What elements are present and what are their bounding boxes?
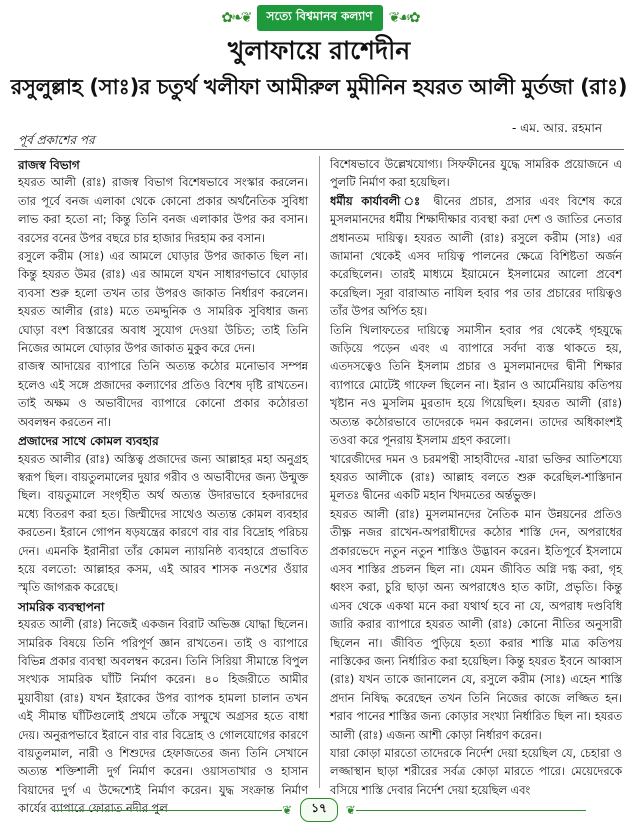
article-title: খুলাফায়ে রাশেদীন — [227, 36, 411, 65]
paragraph: রসুলে করীম (সাঃ) এর আমলে ঘোড়ার উপর জাকাত ছিল না। কিন্তু হযরত উমর (রাঃ) এর আমলে যখন সাধারণভাবে ঘোড়ার ব্যবসা শুরু হলো তখন তার উপরও জাকাত নির্ধারণ করলেন। হযরত আলীর (রাঃ) মতে তমদ্দুনিক ও সামরিক সুবিধার জন্য ঘোড়া বংশ বিস্তারের অবাধ সুযোগ দেওয়া উচিত; তাই তিনি নিজের আমলে ঘোড়ার উপর জাকাত মুকুব করে দেন। — [18, 250, 308, 356]
paragraph: হযরত আলীর (রাঃ) অস্তিত্ব প্রজাদের জন্য আল্লাহর মহা অনুগ্রহ স্বরূপ ছিল। বায়তুলমালের দুয়ার গরীব ও অভাবীদের জন্য উন্মুক্ত ছিল। বায়তুমালে সংগৃহীত অর্থ অত্যন্ত উদারভাবে হকদারদের মধ্যে বিতরণ করা হত। জিম্মীদের সাথেও অত্যন্ত কোমল ব্যবহার করতেন। ইরানে গোপন ষড়যন্ত্রের কারণে বার বার বিদ্রোহ পরিচয় দেন। এমনকি ইরানীরা তাঁর কোমল ন্যায়নিষ্ঠ ব্যবহারে প্রভাবিত হয়ে বলতো: আল্লাহর কসম, এই আরব শাসক নওশের ওঁয়ার স্মৃতি জাগরূক করেছে। — [18, 452, 308, 595]
column-divider — [319, 156, 320, 788]
paragraph: হযরত আলী (রাঃ) মুসলমানদের নৈতিক মান উন্নয়নের প্রতিও তীক্ষ্ণ নজর রাখেন-অপরাধীদের কঠোর শাস্তি দেন, অপরাধের প্রকারভেদে নতুন নতুন শাস্তিও উদ্ভাবন করেন। ইতিপূর্বে ইসলামে এসব শাস্তির প্রচলন ছিল না। যেমন জীবিত অগ্নি দগ্ধ করা, গৃহ ধ্বংস করা, চুরি ছাড়া অন্য অপরাধেও হাত কাটা, প্রভৃতি। কিন্তু এসব থেকে একথা মনে করা যথার্থ হবে না যে, অপরাধ দণ্ডবিধি জারি করার ব্যাপারে হযরত আলী (রাঃ) কোনো নীতির অনুসারী ছিলেন না। জীবিত পুড়িয়ে হত্যা করার শাস্তি মাত্র কতিপয় নাস্তিকের জন্য নির্ধারিত করা হয়েছিল। কিন্তু হযরত ইবনে আব্বাস (রাঃ) যখন তাকে জানালেন যে, রসুলে করীম (সাঃ) এহেন শাস্তি প্রদান নিষিদ্ধ করেছেন তখন তিনি নিজের কাজে লজ্জিত হন। শরাব পানের শাস্তির জন্য কোড়ার সংখ্যা নির্ধারিত ছিল না। হযরত আলী (রাঃ) এজন্য আশী কোড়া নির্ধারণ করেন। — [330, 507, 622, 742]
footer-rule-left — [52, 810, 282, 811]
banner-label: সত্যে বিশ্বমানব কল্যাণ — [257, 5, 383, 31]
paragraph: খারেজীদের দমন ও চরমপন্থী সাহাবীদের -যারা ভক্তির আতিশয্যে হযরত আলীকে (রাঃ) আল্লাহ বলতে শুরু করেছিল-শাস্তিদান মূলতঃ দ্বীনের একটি মহান খিদমতের অর্ন্তভুক্ত। — [330, 452, 622, 503]
author-byline: - এম. আর. রহমান — [511, 121, 602, 135]
page-number: ১৭ — [300, 798, 338, 822]
paragraph: হযরত আলী (রাঃ) রাজস্ব বিভাগ বিশেষভাবে সংস্কার করলেন। তার পূর্বে বনজ এলাকা থেকে কোনো প্রকার অর্থনৈতিক সুবিধা লাভ করা হতো না; কিন্তু তিনি বনজ এলাকার উপর কর বসান। বরসের বনের উপর বছরে চার হাজার দিরহাম কর বসান। — [18, 176, 308, 245]
section-heading: রাজস্ব বিভাগ — [18, 158, 80, 172]
paragraph: হযরত আলী (রাঃ) নিজেই একজন বিরাট অভিজ্ঞ যোদ্ধা ছিলেন। সামরিক বিষয়ে তিনি পরিপূর্ণ জ্ঞান রাখতেন। তাই ও ব্যাপারে বিভিন্ন প্রকার ব্যবস্থা অবলম্বন করেন। তিনি সিরিয়া সীমান্তে বিপুল সংখ্যক সামরিক ঘাঁটি নির্মাণ করেন। ৪০ হিজরীতে আমীর মুয়াবীয়া (রাঃ) যখন ইরাকের উপর ব্যাপক হামলা চালান তখন এই সীমান্ত ঘাঁটিগুলোই প্রথমে তাঁকে সম্মুখে অগ্রসর হতে বাধা দেয়। অনুরূপভাবে ইরানে বার বার বিদ্রোহ ও গোলযোগের কারণে বায়তুলমাল, নারী ও শিশুদের হেফাজতের জন্য তিনি সেখানে অত্যন্ত শক্তিশালী দুর্গ নির্মাণ করেন। ওয়াসতাখার ও হাসান বিয়াদের দুর্গ এ উদ্দেশ্যেই নির্মাণ করেন। যুদ্ধ সংক্রান্ত নির্মাণ কার্যের ব্যাপারে ফোরাত নদীর পুল — [18, 618, 308, 816]
paragraph: তিনি খিলাফতের দায়িত্বে সমাসীন হবার পর থেকেই গৃহযুদ্ধে জড়িয়ে পড়েন এবং এ ব্যাপারে সর্বদা ব্যস্ত থাকতে হয়, এতদসত্বেও তিনি ইসলাম প্রচার ও মুসলমানদের দ্বীনী শিক্ষার ব্যাপারে মোটেই গাফেল ছিলেন না। ইরান ও আর্মেনিয়ায় কতিপয় খৃষ্টান নও মুসলিম মুরতাদ হয়ে গিয়েছিল। হযরত আলী (রাঃ) অত্যন্ত কঠোরভাবে তাদেরকে দমন করলেন। তাদের অধিকাংশই তওবা করে পূনরায় ইসলাম গ্রহণ করলো। — [330, 323, 622, 448]
header-rule — [14, 149, 624, 150]
page-footer — [0, 799, 638, 821]
footer-rule-right — [356, 810, 586, 811]
paragraph: রাজস্ব আদায়ের ব্যাপারে তিনি অত্যন্ত কঠোর মনোভাব সম্পন্ন হলেও এই সঙ্গে প্রজাদের কল্যাণের প্রতিও বিশেষ দৃষ্টি রাখতেন। তাই অক্ষম ও অভাবীদের ব্যাপারে কোনো প্রকার কঠোরতা অবলম্বন করতেন না। — [18, 360, 308, 429]
ornament-icon: ❦ — [282, 803, 293, 817]
header-banner — [205, 6, 435, 30]
article-subtitle: রসুলুল্লাহ (সাঃ)র চতুর্থ খলীফা আমীরুল মুমীনিন হযরত আলী মুর্তজা (রাঃ) — [10, 75, 628, 99]
left-column — [18, 156, 308, 816]
paragraph-text: দ্বীনের প্রচার, প্রসার এবং বিশেষ করে মুসলমানদের ধর্মীয় শিক্ষাদীক্ষার ব্যবস্থা করা দেশ ও জাতির নেতার প্রধানতম দায়িত্ব। হযরত আলী (রাঃ) রসুলে করীম (সাঃ) এর জামানা থেকেই এসব দায়িত্ব পালনের ক্ষেত্রে বিশিষ্টতা অর্জন করেছিলেন। তারই মাধ্যমে ইয়ামেনে ইসলামের আলো প্রবেশ করেছিল। সূরা বারাআত নাযিল হবার পর তার প্রচারের দায়িত্বও তাঁর উপর অর্পিত হয়। — [330, 194, 622, 319]
right-column — [330, 156, 622, 797]
ornament-icon: ❦ — [345, 803, 356, 817]
paragraph: যারা কোড়া মারতো তাদেরকে নির্দেশ দেয়া হয়েছিল যে, চেহারা ও লজ্জাস্থান ছাড়া শরীরের সর্বত্র কোড়া মারতে পারে। মেয়েদেরকে বসিয়ে শাস্তি দেবার নির্দেশ দেয়া হয়েছিল এবং — [330, 747, 622, 797]
paragraph — [330, 193, 622, 322]
section-heading: প্রজাদের সাথে কোমল ব্যবহার — [18, 434, 159, 449]
inline-heading: ধর্মীয় কার্যাবলী ঃ — [330, 194, 425, 208]
continuation-note: পূর্ব প্রকাশের পর — [18, 133, 95, 147]
paragraph: বিশেষভাবে উল্লেখযোগ্য। সিফফীনের যুদ্ধে সামরিক প্রয়োজনে এ পুলটি নির্মাণ করা হয়েছিল। — [330, 158, 622, 190]
ornament-left-icon: ✿❧❦ — [221, 10, 251, 26]
ornament-right-icon: ❦☙✿ — [388, 10, 419, 26]
section-heading: সামরিক ব্যবস্থাপনা — [18, 599, 105, 614]
